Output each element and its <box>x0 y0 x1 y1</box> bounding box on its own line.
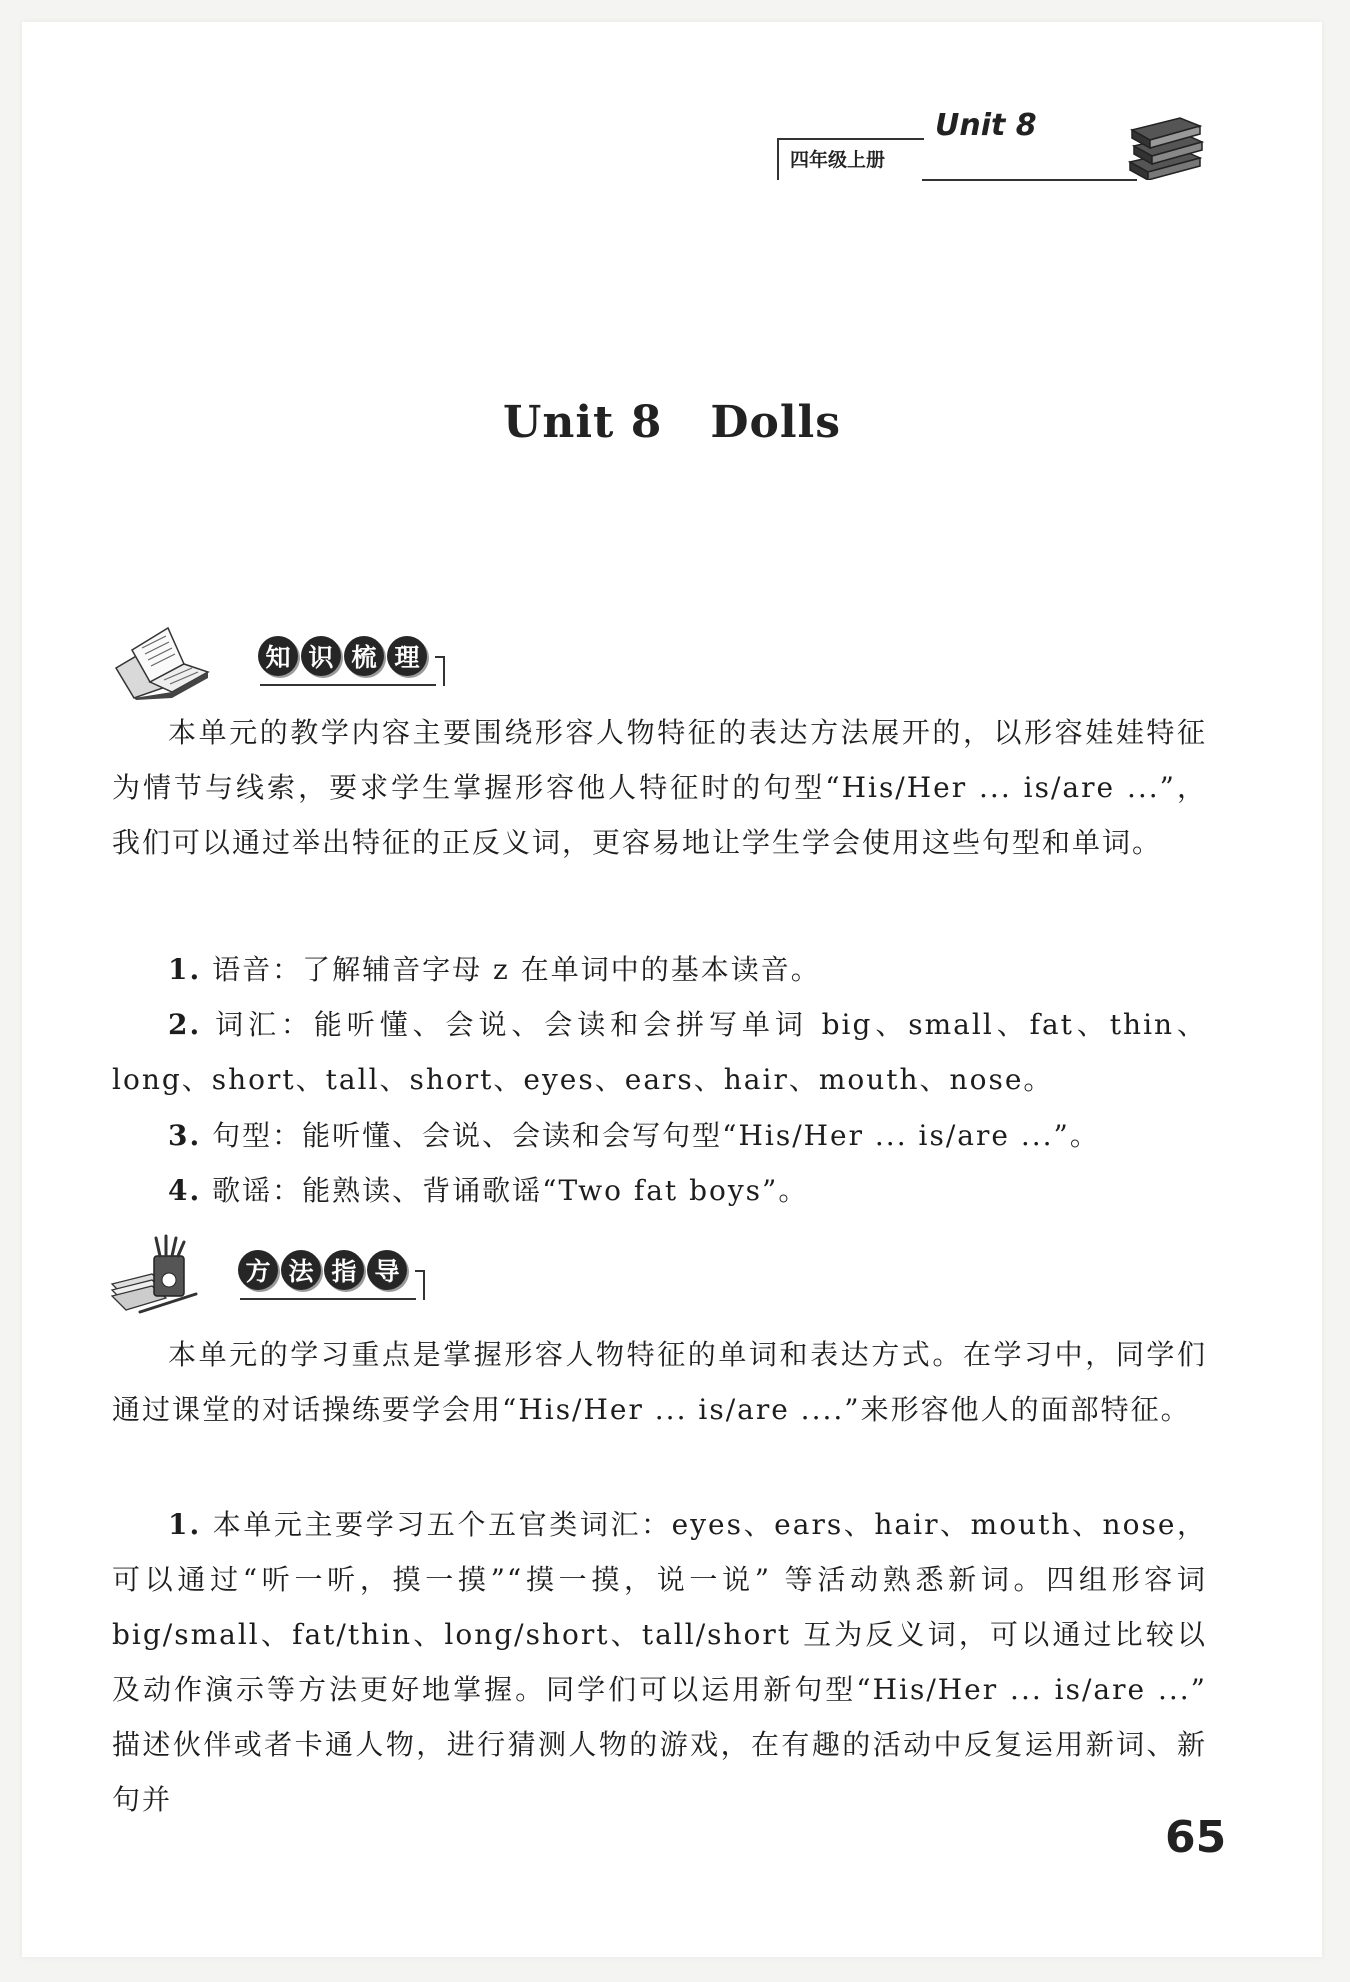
badge-char: 理 <box>387 636 427 676</box>
item-text: 歌谣：能熟读、背诵歌谣“Two fat boys”。 <box>212 1174 809 1207</box>
header-unit-label: Unit 8 <box>935 108 1037 143</box>
section-bracket <box>415 1270 425 1300</box>
item-number: 4. <box>168 1174 202 1207</box>
section-header-method <box>110 1234 450 1324</box>
section2-item <box>112 1497 1207 1827</box>
section1-item <box>112 942 1207 997</box>
section2-intro: 本单元的学习重点是掌握形容人物特征的单词和表达方式。在学习中，同学们通过课堂的对话操练要学会用“His/Her ... is/are ....”来形容他人的面部特征。 <box>112 1338 1207 1426</box>
section-underline <box>260 684 436 686</box>
item-number: 1. <box>168 953 202 986</box>
book-page <box>22 22 1322 1957</box>
section1-item <box>112 997 1207 1107</box>
section-header-knowledge <box>110 620 450 710</box>
badge-char: 知 <box>258 636 298 676</box>
unit-title <box>22 397 1322 448</box>
badge-char: 识 <box>301 636 341 676</box>
badge-char: 梳 <box>344 636 384 676</box>
section1-item <box>112 1163 1207 1218</box>
header-rule <box>922 179 1137 181</box>
badge-char: 指 <box>324 1250 364 1290</box>
section1-item <box>112 1108 1207 1163</box>
item-number: 3. <box>168 1119 202 1152</box>
books-stack-icon <box>1124 112 1206 180</box>
section1-badges <box>258 636 427 676</box>
pen-holder-icon <box>110 1234 220 1316</box>
section-bracket <box>435 656 445 686</box>
running-header <box>22 22 1322 182</box>
section1-intro: 本单元的教学内容主要围绕形容人物特征的表达方法展开的，以形容娃娃特征为情节与线索，要求学生掌握形容他人特征时的句型“His/Her ... is/are ...”，我们可以通过举出特征的正反义词，更容易地让学生学会使用这些句型和单词。 <box>112 716 1207 859</box>
open-book-icon <box>110 620 220 700</box>
badge-char: 方 <box>238 1250 278 1290</box>
section-underline <box>240 1298 416 1300</box>
title-name: Dolls <box>710 397 842 448</box>
item-text: 词汇：能听懂、会说、会读和会拼写单词 big、small、fat、thin、long、short、tall、short、eyes、ears、hair、mouth、nose。 <box>112 1008 1207 1096</box>
item-text: 本单元主要学习五个五官类词汇：eyes、ears、hair、mouth、nose，可以通过“听一听，摸一摸”“摸一摸，说一说” 等活动熟悉新词。四组形容词 big/small、fat/thin、long/short、tall/short 互为反义词，可以通过比较以及动作演示等方法更好地掌握。同学们可以运用新句型“His/Her ... is/are ...” 描述伙伴或者卡通人物，进行猜测人物的游戏，在有趣的活动中反复运用新词、新句并 <box>112 1508 1207 1816</box>
badge-char: 法 <box>281 1250 321 1290</box>
grade-label: 四年级上册 <box>790 149 886 171</box>
item-number: 2. <box>168 1008 202 1041</box>
badge-char: 导 <box>367 1250 407 1290</box>
page-number: 65 <box>1165 1812 1227 1863</box>
item-text: 句型：能听懂、会说、会读和会写句型“His/Her ... is/are ...”。 <box>212 1119 1100 1152</box>
item-number: 1. <box>168 1508 202 1541</box>
section2-badges <box>238 1250 407 1290</box>
item-text: 语音：了解辅音字母 z 在单词中的基本读音。 <box>212 953 821 986</box>
title-unit: Unit 8 <box>502 397 663 448</box>
